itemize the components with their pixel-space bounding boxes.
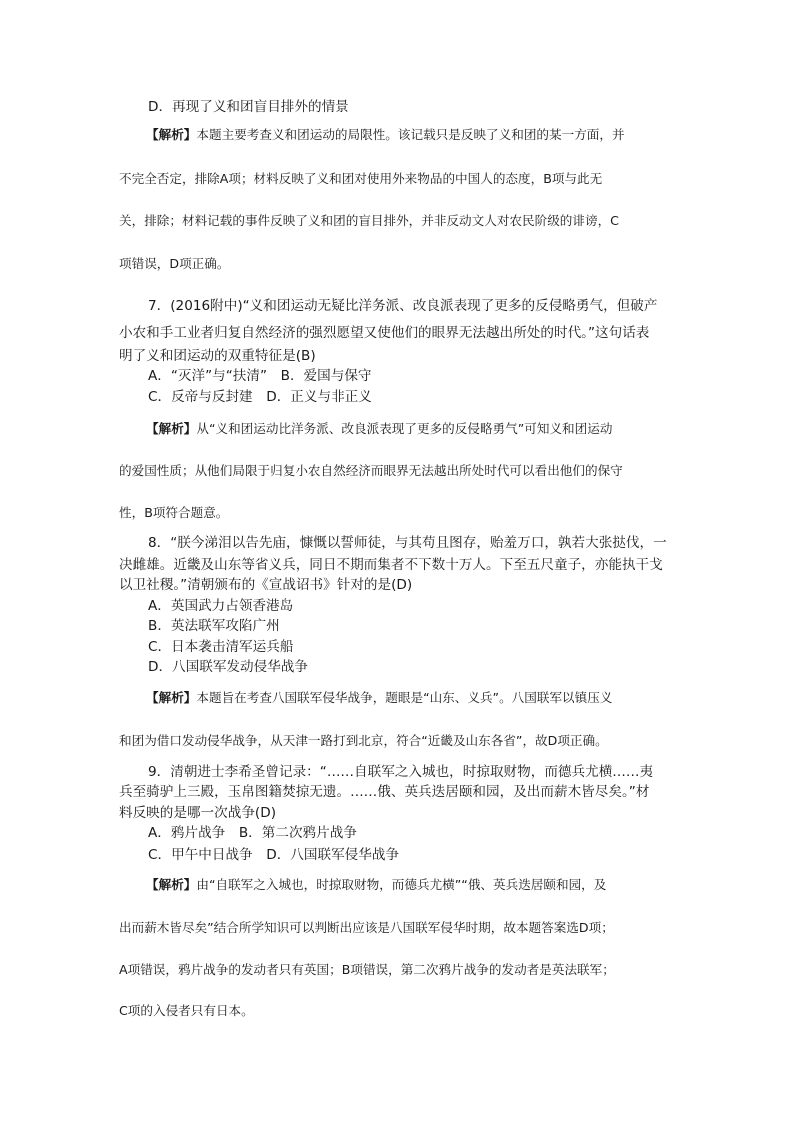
q7-analysis-line-3: 性，B项符合题意。 (119, 505, 229, 520)
q9-stem-line-3: 料反映的是哪一次战争(D) (119, 805, 277, 821)
prev-analysis-line-3: 关，排除；材料记载的事件反映了义和团的盲目排外，并非反动文人对农民阶级的诽谤，C (119, 213, 619, 228)
q8-stem-line-1: 8．“朕今涕泪以告先庙，慷慨以誓师徒，与其苟且图存，贻羞万口，孰若大张挞伐，一 (148, 535, 667, 551)
analysis-tag: 【解析】 (146, 421, 197, 436)
q9-stem-line-2: 兵至骑驴上三殿，玉帛图籍焚掠无遗。……俄、英兵迭居颐和园，及出而薪木皆尽矣。”材 (119, 784, 650, 800)
q8-analysis-line-2: 和团为借口发动侵华战争，从天津一路打到北京，符合“近畿及山东各省”，故D项正确。 (119, 733, 608, 748)
q9-analysis-line-4: C项的入侵者只有日本。 (119, 1003, 254, 1018)
q8-stem-line-3: 以卫社稷。”清朝颁布的《宣战诏书》针对的是(D) (119, 577, 413, 593)
q7-options-line-1: A．“灭洋”与“扶清” B．爱国与保守 (148, 368, 372, 384)
q8-option-c: C．日本袭击清军运兵船 (148, 639, 294, 655)
q9-analysis-line-2: 出而薪木皆尽矣”结合所学知识可以判断出应该是八国联军侵华时期，故本题答案选D项； (119, 920, 614, 935)
q8-option-d: D．八国联军发动侵华战争 (148, 659, 308, 675)
prev-analysis-line-4: 项错误，D项正确。 (119, 256, 230, 271)
prev-analysis-line-2: 不完全否定，排除A项；材料反映了义和团对使用外来物品的中国人的态度，B项与此无 (119, 171, 603, 186)
q9-options-line-1: A．鸦片战争 B．第二次鸦片战争 (148, 825, 357, 841)
q7-stem-line-2: 小农和手工业者归复自然经济的强烈愿望又使他们的眼界无法越出所处的时代。”这句话表 (119, 325, 650, 341)
q8-analysis-line-1: 【解析】本题旨在考查八国联军侵华战争，题眼是“山东、义兵”。八国联军以镇压义 (146, 690, 613, 705)
q7-stem-line-1: 7．(2016附中)“义和团运动无疑比洋务派、改良派表现了更多的反侵略勇气，但破产 (148, 298, 658, 314)
prev-option-d: D．再现了义和团盲目排外的情景 (148, 99, 349, 115)
q9-analysis-line-1: 【解析】由“自联军之入城也，时掠取财物，而德兵尤横”“俄、英兵迭居颐和园，及 (146, 877, 607, 892)
analysis-tag: 【解析】 (146, 690, 197, 705)
q8-stem-line-2: 决雌雄。近畿及山东等省义兵，同日不期而集者不下数十万人。下至五尺童子，亦能执干戈 (119, 557, 663, 573)
analysis-tag: 【解析】 (146, 127, 197, 142)
q7-options-line-2: C．反帝与反封建 D．正义与非正义 (148, 389, 372, 405)
q9-stem-line-1: 9．清朝进士李希圣曾记录：“……自联军之入城也，时掠取财物，而德兵尤横……夷 (148, 764, 654, 780)
q9-analysis-line-3: A项错误，鸦片战争的发动者只有英国；B项错误，第二次鸦片战争的发动者是英法联军； (119, 962, 615, 977)
q7-stem-line-3: 明了义和团运动的双重特征是(B) (119, 348, 316, 364)
analysis-tag: 【解析】 (146, 877, 197, 892)
q8-option-a: A．英国武力占领香港岛 (148, 598, 294, 614)
q7-analysis-line-2: 的爱国性质；从他们局限于归复小农自然经济而眼界无法越出所处时代可以看出他们的保守 (119, 463, 623, 478)
q8-option-b: B．英法联军攻陷广州 (148, 618, 280, 634)
q9-options-line-2: C．甲午中日战争 D．八国联军侵华战争 (148, 847, 400, 863)
prev-analysis-line-1: 【解析】本题主要考查义和团运动的局限性。该记载只是反映了义和团的某一方面，并 (146, 127, 625, 142)
q7-analysis-line-1: 【解析】从“义和团运动比洋务派、改良派表现了更多的反侵略勇气”可知义和团运动 (146, 421, 613, 436)
